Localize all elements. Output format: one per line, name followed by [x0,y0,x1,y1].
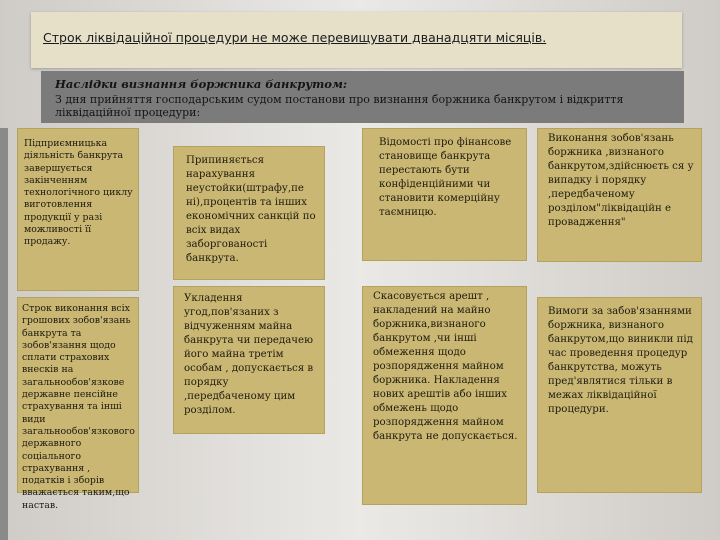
box-obligations-due [17,297,139,511]
consequences-heading: Наслідки визнання боржника банкрутом: [55,77,348,91]
box-claims-liquidation-text: Вимоги за забов'язаннями боржника, визнаного банкрутом,що виникли під час проведення процедур банкрутства, можуть пред'являтися тільки в межах ліквідаційної процедури. [548,306,693,415]
box-penalties-stopped [173,146,325,280]
title-bar [31,12,682,68]
box-confidentiality [362,128,527,261]
consequences-text: З дня прийняття господарським судом постанови про визнання боржника банкрутом і відкриття ліквідаційної процедури: [55,93,624,119]
slide-title: Строк ліквідаційної процедури не може перевищувати дванадцяти місяців. [43,30,547,45]
box-business-activity [17,128,139,291]
box-property-deals-text: Укладення угод,пов'язаних з відчуженням майна банкрута чи передачею його майна третім особам , допускається в порядку ,передбаченому цим розділом. [184,293,314,416]
box-obligations-due-text: Строк виконання всіх грошових зобов'язань банкрута та зобов'язання щодо сплати страхових внесків на загальнообов'язкове державне пенсійне страхування та інші види загальнообов'язкового державного соціального страхування , податків і зборів вважається таким,що настав. [22,303,135,511]
box-arrest-cancelled [362,286,527,505]
left-edge-rail [0,128,8,540]
box-property-deals [173,286,325,434]
consequences-panel [41,71,684,123]
box-obligations-execution-text: Виконання зобов'язань боржника ,визнаного банкрутом,здійснюєть ся у випадку і порядку ,передбаченому розділом"ліквідаційн е провадження" [548,133,694,228]
box-business-activity-text: Підприємницька діяльність банкрута завершується закінченням технологічного циклу виготовлення продукції у разі можливості її продажу. [24,138,133,248]
box-obligations-execution [537,128,702,262]
box-arrest-cancelled-text: Скасовується арешт , накладений на майно боржника,визнаного банкрутом ,чи інші обмеження щодо розпорядження майном боржника. Накладення нових арештів або інших обмежень щодо розпорядження майном банкрута не допускається. [373,291,518,442]
box-confidentiality-text: Відомості про фінансове становище банкрута перестають бути конфіденційними чи становити комерційну таємницю. [379,137,512,218]
box-penalties-stopped-text: Припиняється нарахування неустойки(штрафу,пе ні),процентів та інших економічних санкцій по всіх видах заборгованості банкрута. [186,155,316,264]
box-claims-liquidation [537,297,702,493]
